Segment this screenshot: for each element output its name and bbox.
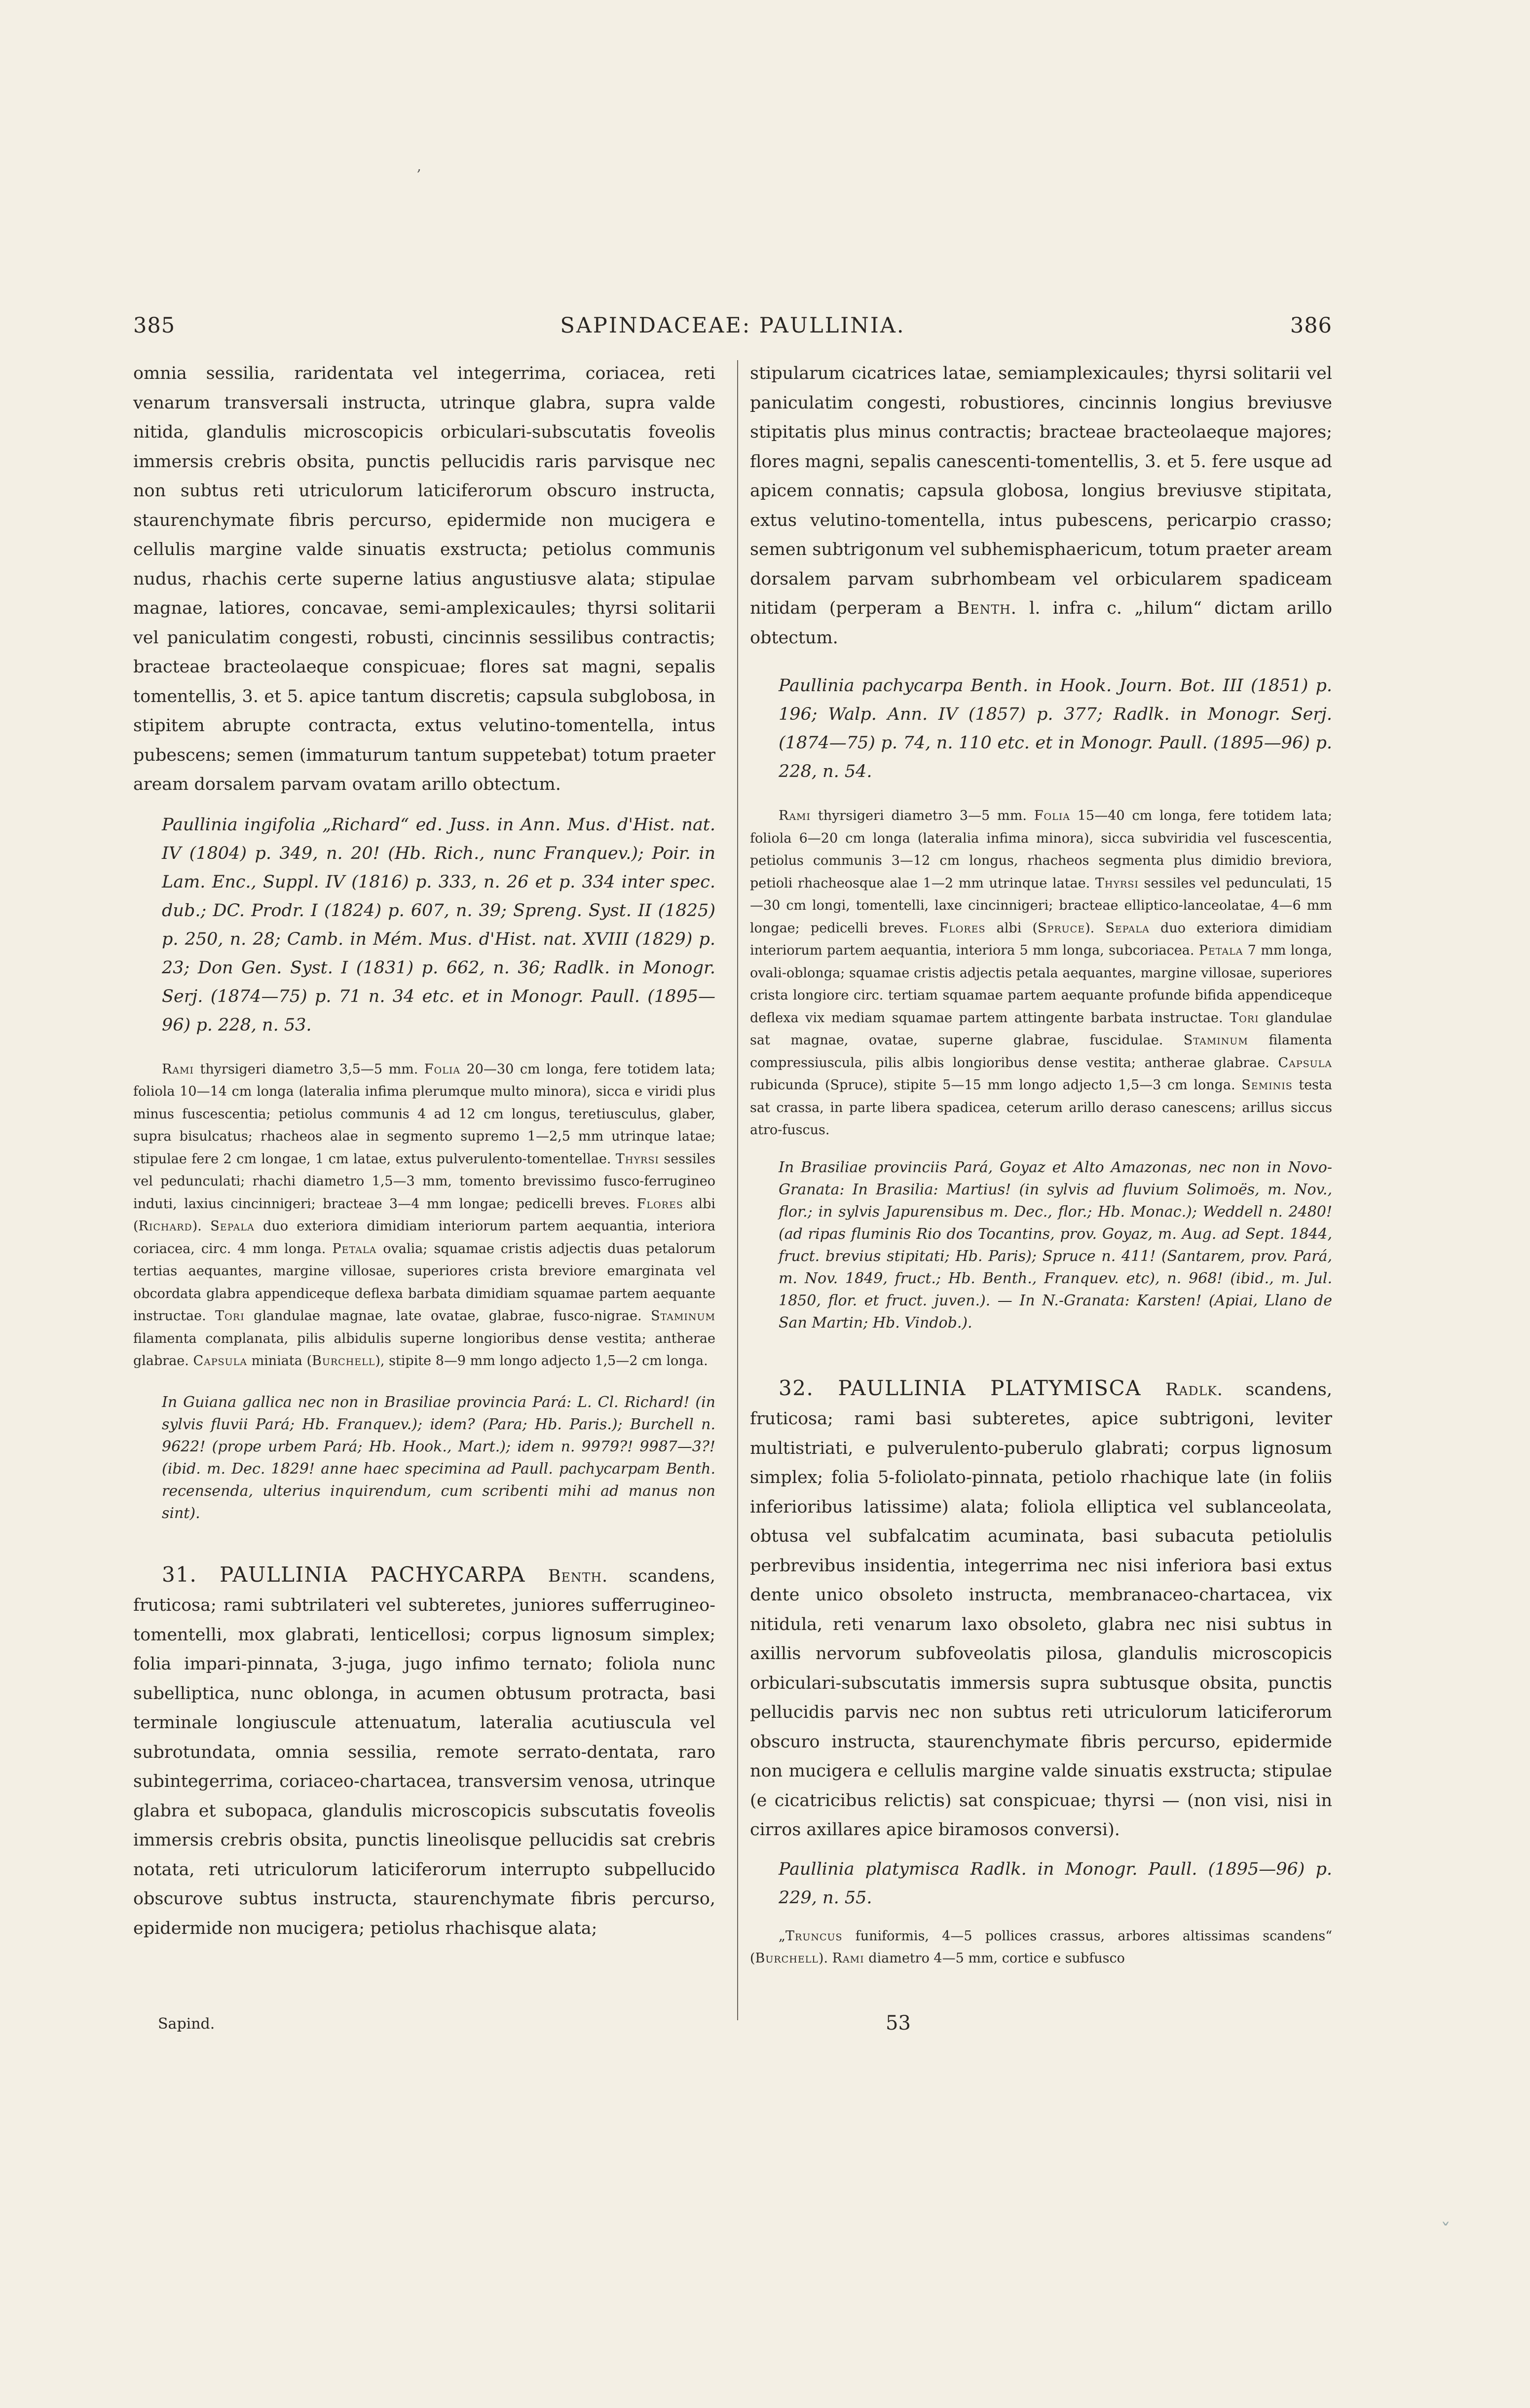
citation-block: Paullinia platymisca Radlk. in Monogr. Paull. (1895—96) p. 229, n. 55. bbox=[779, 1859, 1332, 1908]
signature-mark: Sapind. bbox=[158, 2015, 215, 2033]
sheet-number: 53 bbox=[886, 2012, 911, 2035]
description-paragraph: omnia sessilia, raridentata vel integerrima, coriacea, reti venarum transversali instructa, utrinque glabra, supra valde nitida, glandulis microscopicis orbiculari-subscutatis foveolis immersis crebris obsita, punctis pellucidis raris parvisque nec non subtus reti utriculorum laticiferorum obscuro instructa, staurenchymate fibris percurso, epidermide non mucigera e cellulis margine valde sinuatis exstructa; petiolus communis nudus, rhachis certe superne latius angustiusve alata; stipulae magnae, latiores, concavae, semi-amplexicaules; thyrsi solitarii vel paniculatim congesti, robusti, cincinnis sessilibus contractis; bracteae bracteolaeque conspicuae; flores sat magni, sepalis tomentellis, 3. et 5. apice tantum discretis; capsula subglobosa, in stipitem abrupte contracta, extus velutino-tomentella, intus pubescens; semen (immaturum tantum suppetebat) totum praeter aream dorsalem parvam ovatam arillo obtectum. bbox=[133, 364, 715, 794]
column-divider bbox=[737, 360, 738, 2020]
citation-block: Paullinia ingifolia „Richard“ ed. Juss. in Ann. Mus. d'Hist. nat. IV (1804) p. 349, n. 20! (Hb. Rich., nunc Franquev.); Poir. in Lam. Enc., Suppl. IV (1816) p. 333, n. 26 et p. 334 inter spec. dub.; DC. Prodr. I (1824) p. 607, n. 39; Spreng. Syst. II (1825) p. 250, n. 28; Camb. in Mém. Mus. d'Hist. nat. XVIII (1829) p. 23; Don Gen. Syst. I (1831) p. 662, n. 36; Radlk. in Monogr. Serj. (1874—75) p. 71 n. 34 etc. et in Monogr. Paull. (1895—96) p. 228, n. 53. bbox=[162, 815, 715, 1035]
detail-paragraph: „Truncus funiformis, 4—5 pollices crassus, arbores altissimas scandens“ (Burchell). Rami diametro 4—5 mm, cortice e subfusco bbox=[750, 1928, 1332, 1966]
detail-paragraph: Rami thyrsigeri diametro 3—5 mm. Folia 15—40 cm longa, fere totidem lata; foliola 6—20 cm longa (lateralia infima minora), sicca subviridia vel fuscescentia, petiolus communis 3—12 cm longus, rhacheos segmenta plus dimidio breviora, petioli rhacheosque alae 1—2 mm utrinque latae. Thyrsi sessiles vel pedunculati, 15—30 cm longi, tomentelli, laxe cincinnigeri; bracteae elliptico-lanceolatae, 4—6 mm longae; pedicelli breves. Flores albi (Spruce). Sepala duo exteriora dimidiam interiorum partem aequantia, interiora 5 mm longa, subcoriacea. Petala 7 mm longa, ovali-oblonga; squamae cristis adjectis petala aequantes, margine villosae, superiores crista longiore circ. tertiam squamae partem aequante profunde bifida appendiceque deflexa vix mediam squamae partem attingente barbata instructae. Tori glandulae sat magnae, ovatae, superne glabrae, fuscidulae. Staminum filamenta compressiuscula, pilis albis longioribus dense vestita; antherae glabrae. Capsula rubicunda (Spruce), stipite 5—15 mm longo adjecto 1,5—3 cm longa. Seminis testa sat crassa, in parte libera spadicea, ceterum arillo deraso canescens; arillus siccus atro-fuscus. bbox=[750, 808, 1332, 1138]
running-title: SAPINDACEAE: PAULLINIA. bbox=[560, 313, 905, 338]
species-31-heading: 31. PAULLINIA PACHYCARPA bbox=[162, 1562, 548, 1587]
species-32-paragraph: 32. PAULLINIA PLATYMISCA Radlk. scandens, fruticosa; rami basi subteretes, apice subtrigoni, leviter multistriati, e pulverulento-puberulo glabrati; corpus lignosum simplex; folia 5-foliolato-pinnata, petiolo rhachique late (in foliis inferioribus latissime) alata; foliola elliptica vel sublanceolata, obtusa vel subfalcatim acuminata, basi subacuta petiolulis perbrevibus insidentia, integerrima nec nisi inferiora basi extus dente unico obsoleto instructa, membranaceo-chartacea, vix nitidula, reti venarum laxo obsoleto, glabra nec nisi subtus in axillis nervorum subfoveolatis pilosa, glandulis microscopicis orbiculari-subscutatis immersis supra subtusque obsita, punctis pellucidis parvis nec non subtus reti utriculorum laticiferorum obscuro instructa, staurenchymate fibris percurso, epidermide non mucigera e cellulis margine valde sinuatis exstructa; stipulae (e cicatricibus relictis) sat conspicuae; thyrsi — (non visi, nisi in cirros axillares apice biramosos conversi). bbox=[750, 1375, 1333, 1840]
page-number-right: 386 bbox=[1290, 313, 1332, 338]
continued-paragraph: stipularum cicatrices latae, semiamplexicaules; thyrsi solitarii vel paniculatim congesti, robustiores, cincinnis longius breviusve stipitatis plus minus contractis; bracteae bracteolaeque majores; flores magni, sepalis canescenti-tomentellis, 3. et 5. fere usque ad apicem connatis; capsula globosa, longius breviusve stipitata, extus velutino-tomentella, intus pubescens, pericarpio crasso; semen subtrigonum vel subhemisphaericum, totum praeter aream dorsalem parvam subrhombeam vel orbicularem spadiceam nitidam (perperam a Benth. l. infra c. „hilum“ dictam arillo obtectum. bbox=[750, 364, 1333, 648]
running-header bbox=[133, 313, 1332, 343]
locality-paragraph: In Guiana gallica nec non in Brasiliae provincia Pará: L. Cl. Richard! (in sylvis fluvii Pará; Hb. Franquev.); idem? (Para; Hb. Paris.); Burchell n. 9622! (prope urbem Pará; Hb. Hook., Mart.); idem n. 9979?! 9987—3?! (ibid. m. Dec. 1829! anne haec specimina ad Paull. pachycarpam Benth. recensenda, ulterius inquirendum, cum scribenti mihi ad manus non sint). bbox=[162, 1393, 715, 1522]
right-column bbox=[750, 359, 1332, 1970]
citation-block: Paullinia pachycarpa Benth. in Hook. Journ. Bot. III (1851) p. 196; Walp. Ann. IV (1857) p. 377; Radlk. in Monogr. Serj. (1874—75) p. 74, n. 110 etc. et in Monogr. Paull. (1895—96) p. 228, n. 54. bbox=[779, 676, 1332, 781]
page-blemish: ˇ bbox=[1441, 2220, 1451, 2243]
page-number-left: 385 bbox=[133, 313, 176, 338]
ink-speck: , bbox=[417, 158, 421, 174]
species-32-author: Radlk. bbox=[1165, 1379, 1223, 1400]
species-32-heading: 32. PAULLINIA PLATYMISCA bbox=[779, 1375, 1166, 1400]
species-31-paragraph: 31. PAULLINIA PACHYCARPA Benth. scandens, fruticosa; rami subtrilateri vel subteretes, juniores sufferrugineo-tomentelli, mox glabrati, lenticellosi; corpus lignosum simplex; folia impari-pinnata, 3-juga, jugo infimo ternato; foliola nunc subelliptica, nunc oblonga, in acumen obtusum protracta, basi terminale longiuscule attenuatum, lateralia acutiuscula vel subrotundata, omnia sessilia, remote serrato-dentata, raro subintegerrima, coriaceo-chartacea, transversim venosa, utrinque glabra et subopaca, glandulis microscopicis subscutatis foveolis immersis crebris obsita, punctis lineolisque pellucidis sat crebris notata, reti utriculorum laticiferorum interrupto subpellucido obscurove subtus instructa, staurenchymate fibris percurso, epidermide non mucigera; petiolus rhachisque alata; bbox=[133, 1562, 715, 1938]
locality-paragraph: In Brasiliae provinciis Pará, Goyaz et Alto Amazonas, nec non in Novo-Granata: In Brasilia: Martius! (in sylvis ad fluvium Solimoës, m. Nov., flor.; in sylvis Japurensibus m. Dec., flor.; Hb. Monac.); Weddell n. 2480! (ad ripas fluminis Rio dos Tocantins, prov. Goyaz, m. Aug. ad Sept. 1844, fruct. brevius stipitati; Hb. Paris); Spruce n. 411! (Santarem, prov. Pará, m. Nov. 1849, fruct.; Hb. Benth., Franquev. etc), n. 968! (ibid., m. Jul. 1850, flor. et fruct. juven.). — In N.-Granata: Karsten! (Apiai, Llano de San Martin; Hb. Vindob.). bbox=[779, 1158, 1332, 1332]
left-column bbox=[133, 359, 715, 1943]
detail-paragraph: Rami thyrsigeri diametro 3,5—5 mm. Folia 20—30 cm longa, fere totidem lata; foliola 10—14 cm longa (lateralia infima plerumque multo minora), sicca e viridi plus minus fuscescentia; petiolus communis 4 ad 12 cm longus, teretiusculus, glaber, supra bisulcatus; rhacheos alae in segmento supremo 1—2,5 mm utrinque latae; stipulae fere 2 cm longae, 1 cm latae, extus pulverulento-tomentellae. Thyrsi sessiles vel pedunculati; rhachi diametro 1,5—3 mm, tomento brevissimo fusco-ferrugineo induti, laxius cincinnigeri; bracteae 3—4 mm longae; pedicelli breves. Flores albi (Richard). Sepala duo exteriora dimidiam interiorum partem aequantia, interiora coriacea, circ. 4 mm longa. Petala ovalia; squamae cristis adjectis duas petalorum tertias aequantes, margine villosae, superiores crista breviore emarginata vel obcordata glabra appendiceque deflexa barbata dimidiam squamae partem aequante instructae. Tori glandulae magnae, late ovatae, glabrae, fusco-nigrae. Staminum filamenta complanata, pilis albidulis superne longioribus dense vestita; antherae glabrae. Capsula miniata (Burchell), stipite 8—9 mm longo adjecto 1,5—2 cm longa. bbox=[133, 1061, 716, 1369]
species-31-author: Benth. bbox=[548, 1566, 608, 1586]
